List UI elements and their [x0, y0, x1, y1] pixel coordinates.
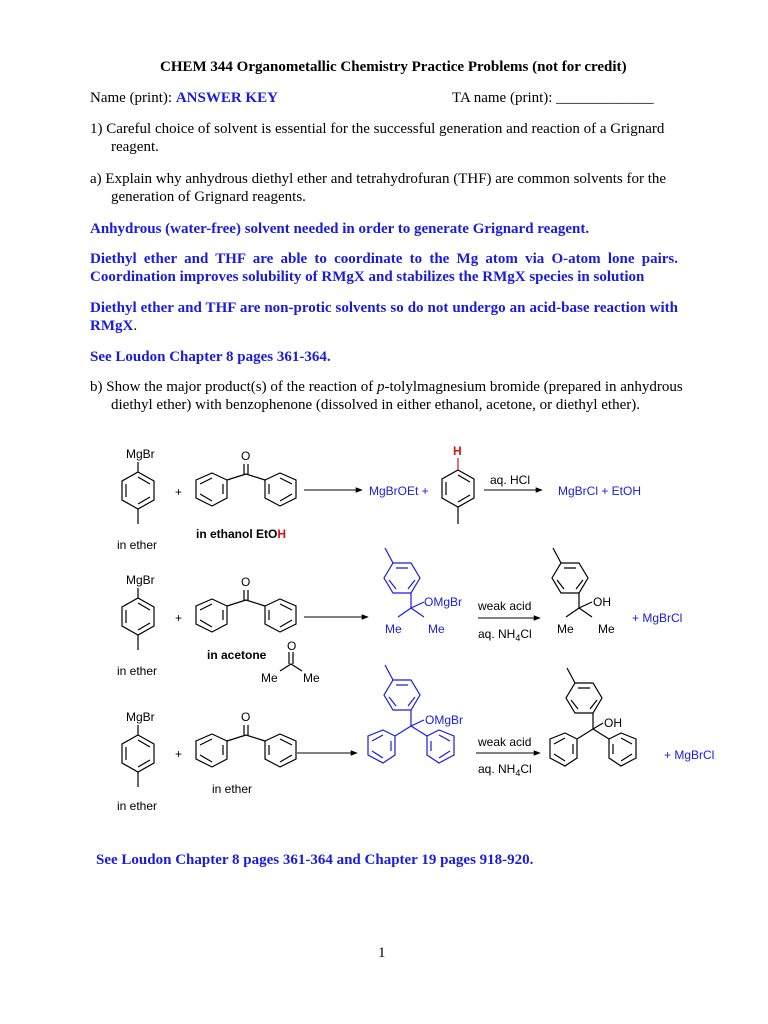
row1-toluene — [442, 458, 474, 524]
row3-weak-acid: weak acid — [478, 735, 532, 749]
row2-plus: + — [175, 611, 183, 625]
row1-oxygen: O — [241, 449, 251, 463]
row1-solvent — [196, 527, 286, 541]
question-1b-b: -tolylmagnesium bromide (prepared in anhydrous — [384, 379, 683, 395]
row1-mgbroet: MgBrOEt + — [369, 484, 429, 498]
row1-h-label: H — [453, 444, 462, 458]
question-1-intro: 1) Careful choice of solvent is essential for the successful generation and reaction of a Grignard — [90, 121, 665, 137]
row1-solvent-a: in ethanol EtO — [196, 527, 278, 541]
row2-alc-me-right: Me — [598, 622, 615, 636]
question-1a-cont: generation of Grignard reagents. — [111, 189, 306, 205]
question-1a: a) Explain why anhydrous diethyl ether and tetrahydrofuran (THF) are common solvents for the — [90, 171, 667, 187]
row3-plus: + — [175, 747, 183, 761]
question-1b-italic: p — [377, 379, 385, 395]
row2-me-left: Me — [385, 622, 402, 636]
row3-in-ether: in ether — [117, 799, 158, 813]
row1-plus: + — [175, 485, 183, 499]
question-1-intro-cont: reagent. — [111, 139, 159, 155]
name-value: ANSWER KEY — [175, 90, 278, 106]
row2-acetone-me2: Me — [303, 671, 320, 685]
row1-solvent-h: H — [277, 527, 287, 541]
row2-omgbr: OMgBr — [424, 595, 463, 609]
answer-3-line1: Diethyl ether and THF are non-protic solvents so do not undergo an acid-base reaction with — [90, 300, 678, 316]
row1-reagent: aq. HCl — [490, 473, 531, 487]
row2-acetone — [280, 652, 302, 671]
row1-in-ether: in ether — [117, 538, 158, 552]
row2-nh4cl-a: aq. NH — [478, 627, 516, 641]
row3-oxygen: O — [241, 710, 251, 724]
row2-mgbrcl: + MgBrCl — [632, 611, 683, 625]
row3-omgbr: OMgBr — [425, 713, 464, 727]
row3-tolylmgbr — [122, 725, 154, 787]
row2-alkoxide — [384, 548, 424, 617]
title-end: ) — [621, 59, 627, 75]
answer-2-cont: Coordination improves solubility of RMgX and stabilizes the RMgX species in solution — [90, 269, 645, 285]
row3-benzophenone — [196, 725, 296, 767]
row2-solvent: in acetone — [207, 648, 267, 662]
answer-2-line1: Diethyl ether and THF are able to coordinate to the Mg atom via O-atom lone pairs. — [90, 251, 678, 267]
row1-mgbr-label: MgBr — [126, 447, 155, 461]
name-label: Name (print): — [90, 90, 176, 106]
title-main: CHEM 344 Organometallic Chemistry Practice Problems ( — [160, 59, 538, 75]
question-1b-a: b) Show the major product(s) of the reaction of — [90, 379, 377, 395]
row2-in-ether: in ether — [117, 664, 158, 678]
row3-nh4cl — [478, 762, 532, 778]
row3-trityl-alcohol — [550, 668, 636, 766]
row2-alcohol — [552, 548, 592, 617]
row2-weak-acid: weak acid — [478, 599, 532, 613]
row3-solvent: in ether — [212, 782, 253, 796]
row2-mgbr-label: MgBr — [126, 573, 155, 587]
row1-final: MgBrCl + EtOH — [558, 484, 642, 498]
row2-nh4cl-b: Cl — [520, 627, 532, 641]
row2-oh: OH — [593, 595, 611, 609]
row3-nh4cl-b: Cl — [520, 762, 532, 776]
answer-1: Anhydrous (water-free) solvent needed in order to generate Grignard reagent. — [90, 221, 590, 237]
row2-nh4cl — [478, 627, 532, 643]
row2-me-right: Me — [428, 622, 445, 636]
row3-oh: OH — [604, 716, 622, 730]
row3-mgbr-label: MgBr — [126, 710, 155, 724]
page-number: 1 — [378, 945, 386, 961]
row2-acetone-oxygen: O — [287, 639, 297, 653]
answer-3-rmgx: RMgX — [90, 318, 134, 334]
reference-1: See Loudon Chapter 8 pages 361-364. — [90, 349, 331, 365]
row3-mgbrcl: + MgBrCl — [664, 748, 715, 762]
row2-alc-me-left: Me — [557, 622, 574, 636]
question-1b-cont: diethyl ether) with benzophenone (dissolved in either ethanol, acetone, or diethyl ether). — [111, 397, 640, 413]
row2-acetone-me1: Me — [261, 671, 278, 685]
row2-benzophenone — [196, 590, 296, 632]
row2-nh4cl-sub: 4 — [515, 633, 521, 643]
ta-name-line: TA name (print): _____________ — [452, 90, 654, 106]
row1-tolylmgbr — [122, 462, 154, 524]
row3-nh4cl-sub: 4 — [515, 768, 521, 778]
reference-2: See Loudon Chapter 8 pages 361-364 and Chapter 19 pages 918-920. — [96, 852, 534, 868]
row3-nh4cl-a: aq. NH — [478, 762, 516, 776]
row2-oxygen: O — [241, 575, 251, 589]
title-paren: not for credit — [537, 59, 622, 75]
row1-benzophenone — [196, 464, 296, 506]
answer-3-period: . — [133, 318, 138, 334]
row2-tolylmgbr — [122, 588, 154, 650]
